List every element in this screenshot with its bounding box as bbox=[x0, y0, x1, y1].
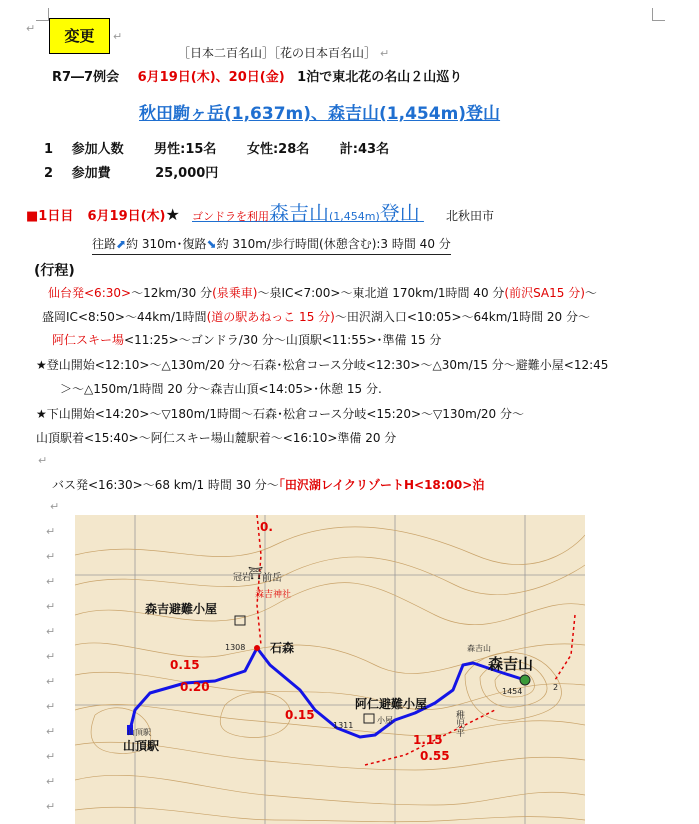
map-label-kanmuri: 冠岩 bbox=[233, 573, 252, 583]
map-label-time-015a: 0.15 bbox=[170, 658, 200, 672]
map-label-hut-small: 小屋 bbox=[377, 716, 393, 725]
summit-marker-icon bbox=[520, 675, 530, 685]
paragraph-mark: ↵ bbox=[380, 47, 390, 60]
map-label-elev1308: 1308 bbox=[225, 643, 246, 652]
crop-mark bbox=[652, 8, 665, 21]
route-map bbox=[75, 515, 585, 824]
participants-total: 計:43名 bbox=[339, 142, 390, 157]
day1-gondola: ゴンドラを利用 bbox=[192, 210, 269, 223]
day1-mountain: 森吉山 bbox=[269, 201, 329, 225]
day1-marker: ■ bbox=[26, 209, 39, 224]
map-label-ani-hut: 阿仁避難小屋 bbox=[355, 697, 428, 711]
map-side-trails bbox=[257, 515, 575, 765]
paragraph-mark: ↵ bbox=[46, 650, 56, 663]
fee-line bbox=[44, 162, 218, 181]
map-label-shrine: 森吉神社 bbox=[255, 590, 292, 600]
change-badge: 変更 bbox=[49, 18, 110, 54]
distance-up-text: 約 310m･復路 bbox=[126, 237, 207, 251]
map-label-morioshi-small: 森吉山 bbox=[467, 644, 491, 653]
map-label-hut1: 森吉避難小屋 bbox=[145, 602, 218, 616]
subtitle-text: ［日本二百名山］［花の日本百名山］ bbox=[178, 46, 377, 60]
schedule-title: (行程) bbox=[34, 263, 75, 279]
day1-height: (1,454m) bbox=[329, 210, 380, 223]
participants-female: 女性:28名 bbox=[246, 142, 310, 157]
paragraph-mark: ↵ bbox=[46, 675, 56, 688]
map-label-maedake: 前岳 bbox=[262, 573, 282, 584]
map-label-time-115: 1.15 bbox=[413, 733, 443, 747]
paragraph-mark: ↵ bbox=[46, 625, 56, 638]
day1-mountain-title bbox=[184, 201, 424, 225]
schedule-text: ～田沢湖入口<10:05>～64km/1時間 20 分～ bbox=[334, 310, 591, 324]
schedule-text: ～ bbox=[584, 286, 597, 300]
paragraph-mark: ↵ bbox=[38, 454, 48, 467]
up-arrow-icon: ⬈ bbox=[116, 237, 127, 251]
crop-mark bbox=[36, 8, 49, 21]
day1-header bbox=[26, 197, 494, 226]
paragraph-mark: ↵ bbox=[46, 750, 56, 763]
day1-climb: 登山 bbox=[379, 201, 420, 225]
schedule-line-8 bbox=[52, 476, 484, 493]
schedule-line-2 bbox=[42, 308, 590, 325]
distance-line bbox=[92, 235, 451, 255]
map-label-time-020: 0.20 bbox=[180, 680, 210, 694]
schedule-text: ｢田沢湖レイクリゾートH<18:00>泊 bbox=[278, 478, 485, 492]
subtitle bbox=[178, 44, 389, 61]
ani-hut-icon bbox=[364, 714, 374, 723]
day1-city: 北秋田市 bbox=[445, 209, 494, 223]
schedule-text: ～泉IC<7:00>～東北道 170km/1時間 40 分 bbox=[257, 286, 505, 300]
schedule-text: (前沢SA15 分) bbox=[504, 286, 585, 300]
paragraph-mark: ↵ bbox=[50, 500, 60, 513]
page-title: 秋田駒ヶ岳(1,637m)、森吉山(1,454m)登山 bbox=[139, 104, 501, 124]
schedule-text: (泉乗車) bbox=[212, 286, 258, 300]
ishimori-marker-icon bbox=[254, 645, 260, 651]
paragraph-mark: ↵ bbox=[46, 550, 56, 563]
map-label-time-055: 0.55 bbox=[420, 749, 450, 763]
distance-up-label: 往路 bbox=[92, 237, 117, 251]
participants-line bbox=[44, 138, 389, 157]
schedule-line-3 bbox=[52, 331, 441, 348]
schedule-line-4: ★登山開始<12:10>～△130m/20 分～石森･松倉コース分岐<12:30>～△30m/15 分～避難小屋<12:45 bbox=[36, 358, 609, 372]
schedule-line-1 bbox=[48, 284, 597, 301]
schedule-line-7: 山頂駅着<15:40>～阿仁スキー場山麓駅着～<16:10>準備 20 分 bbox=[36, 431, 397, 445]
map-label-station: 山頂駅 bbox=[123, 739, 160, 753]
schedule-text: ～12km/30 分 bbox=[131, 286, 213, 300]
shrine-icon: ⛩ bbox=[248, 566, 264, 580]
participants-number: 1 bbox=[44, 142, 54, 157]
day1-date: 6月19日(木) bbox=[87, 209, 166, 224]
fee-number: 2 bbox=[44, 166, 54, 181]
star-icon: ★ bbox=[165, 205, 180, 224]
participants-male: 男性:15名 bbox=[154, 142, 217, 157]
paragraph-mark: ↵ bbox=[46, 800, 56, 813]
participants-label: 参加人数 bbox=[71, 142, 124, 157]
map-label-ishimori: 石森 bbox=[270, 641, 295, 655]
paragraph-mark: ↵ bbox=[46, 600, 56, 613]
day1-day: 1日目 bbox=[38, 209, 74, 224]
fee-amount: 25,000円 bbox=[155, 166, 219, 181]
map-label-time-partial: 0. bbox=[260, 520, 273, 534]
paragraph-mark: ↵ bbox=[26, 22, 36, 35]
map-label-inamoto: 稚児平 bbox=[454, 710, 464, 737]
paragraph-mark: ↵ bbox=[46, 725, 56, 738]
distance-down-text: 約 310m/歩行時間(休憩含む):3 時間 40 分 bbox=[216, 237, 451, 251]
schedule-text: バス発<16:30>～68 km/1 時間 30 分～ bbox=[52, 478, 279, 492]
paragraph-mark: ↵ bbox=[113, 30, 123, 43]
event-prefix: R7―7例会 bbox=[52, 70, 120, 85]
paragraph-mark: ↵ bbox=[46, 775, 56, 788]
paragraph-mark: ↵ bbox=[46, 700, 56, 713]
down-arrow-icon: ⬊ bbox=[206, 237, 217, 251]
schedule-line-5: ＞～△150m/1時間 20 分～森吉山頂<14:05>･休憩 15 分. bbox=[60, 382, 382, 396]
paragraph-mark: ↵ bbox=[46, 525, 56, 538]
schedule-text: 阿仁スキー場 bbox=[52, 333, 125, 347]
schedule-text: 仙台発<6:30> bbox=[48, 286, 132, 300]
event-dates: 6月19日(木)、20日(金) bbox=[137, 70, 285, 85]
schedule-text: 盛岡IC<8:50>～44km/1時間 bbox=[42, 310, 207, 324]
map-label-km2: 2 bbox=[553, 683, 559, 692]
map-label-elev1311: 1311 bbox=[333, 721, 354, 730]
schedule-text: (道の駅あねっこ 15 分) bbox=[206, 310, 335, 324]
event-line bbox=[52, 66, 462, 85]
map-label-elev1454: 1454 bbox=[502, 687, 523, 696]
schedule-line-6: ★下山開始<14:20>～▽180m/1時間～石森･松倉コース分岐<15:20>～▽130m/20 分～ bbox=[36, 407, 524, 421]
event-suffix: 1泊で東北花の名山２山巡り bbox=[297, 70, 463, 85]
map-label-station-small: 山頂駅 bbox=[127, 728, 151, 737]
map-label-morioshi: 森吉山 bbox=[488, 655, 534, 673]
schedule-text: <11:25>～ゴンドラ/30 分～山頂駅<11:55>･準備 15 分 bbox=[124, 333, 442, 347]
map-label-time-015b: 0.15 bbox=[285, 708, 315, 722]
paragraph-mark: ↵ bbox=[46, 575, 56, 588]
fee-label: 参加費 bbox=[71, 166, 111, 181]
